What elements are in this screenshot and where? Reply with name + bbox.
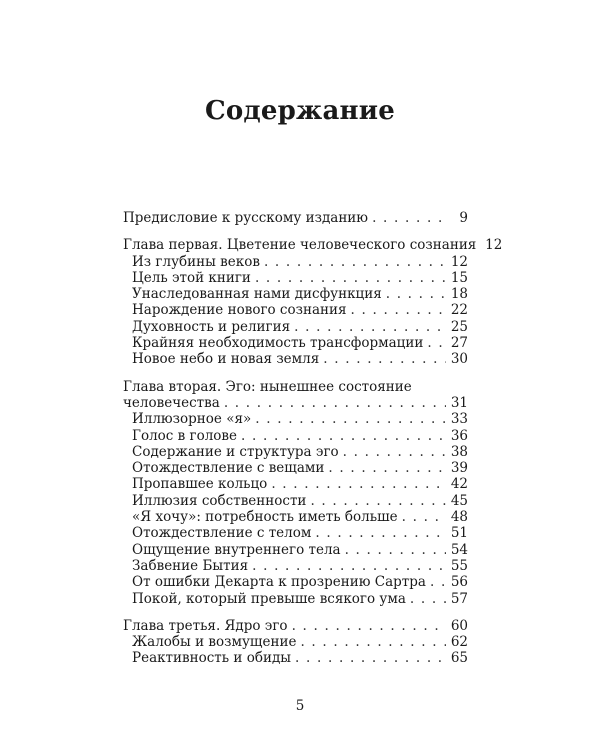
toc-entry-page: 22	[450, 302, 468, 319]
toc-preface	[123, 210, 468, 226]
toc-entry-title: Цель этой книги	[132, 269, 251, 286]
toc-entry[interactable]	[123, 493, 468, 509]
toc-entry[interactable]	[123, 428, 468, 444]
toc-entry-page: 15	[450, 269, 468, 286]
dot-leader	[294, 319, 446, 335]
dot-leader	[255, 270, 446, 286]
toc-entry-title: Иллюзия собственности	[132, 492, 307, 509]
toc-chapter-heading[interactable]	[123, 395, 468, 411]
dot-leader	[430, 574, 446, 590]
toc-chapter-heading[interactable]	[123, 237, 503, 254]
dot-leader	[315, 525, 446, 541]
dot-leader	[372, 210, 446, 226]
dot-leader	[343, 444, 446, 460]
dot-leader	[345, 542, 446, 558]
toc-entry[interactable]	[123, 542, 468, 558]
dot-leader	[264, 254, 446, 270]
toc-entry[interactable]	[123, 444, 468, 460]
toc-chapter-2	[123, 379, 468, 607]
toc-entry-title: Нарождение нового сознания	[132, 302, 347, 319]
toc-entry-title: Забвение Бытия	[132, 557, 249, 574]
toc-entry-title: Глава третья. Ядро эго	[123, 617, 288, 634]
dot-leader	[241, 428, 446, 444]
toc-entry[interactable]	[123, 525, 468, 541]
toc-entry-page: 51	[450, 525, 468, 542]
toc-entry-page: 33	[450, 411, 468, 428]
toc-entry-page: 45	[450, 492, 468, 509]
toc-entry-title: Отождествление с вещами	[132, 460, 325, 477]
toc-entry-page: 12	[485, 237, 503, 254]
toc-entry-page: 36	[450, 427, 468, 444]
dot-leader	[386, 286, 446, 302]
dot-leader	[310, 493, 446, 509]
toc-entry-title: Унаследованная нами дисфункция	[132, 286, 382, 303]
toc-entry-title: Содержание и структура эго	[132, 443, 339, 460]
toc-entry[interactable]	[123, 476, 468, 492]
toc-entry-page: 65	[450, 650, 468, 667]
toc-entry[interactable]	[123, 254, 468, 270]
dot-leader	[300, 634, 446, 650]
toc-entry-title: «Я хочу»: потребность иметь больше	[132, 509, 398, 526]
toc-entry-page: 31	[450, 394, 468, 411]
toc-entry[interactable]	[123, 460, 468, 476]
toc-entry-title: Крайняя необходимость трансформации	[132, 335, 424, 352]
toc-entry-title: Голос в голове	[132, 427, 238, 444]
dot-leader	[255, 411, 446, 427]
toc-entry-title: Пропавшее кольцо	[132, 476, 268, 493]
dot-leader	[252, 558, 446, 574]
toc-entry-title: Отождествление с телом	[132, 525, 312, 542]
dot-leader	[295, 650, 446, 666]
toc-entry-page: 18	[450, 286, 468, 303]
dot-leader	[351, 302, 446, 318]
toc-entry[interactable]	[123, 650, 468, 666]
toc-entry-page: 12	[450, 253, 468, 270]
toc-entry[interactable]	[123, 319, 468, 335]
toc-entry-title: Покой, который превыше всякого ума	[132, 590, 406, 607]
table-of-contents	[123, 210, 503, 678]
toc-entry[interactable]	[123, 286, 468, 302]
toc-entry-page: 30	[450, 351, 468, 368]
toc-chapter-heading-line[interactable]: Глава вторая. Эго: нынешнее состояние	[123, 378, 412, 395]
toc-entry[interactable]	[123, 335, 468, 351]
toc-entry[interactable]	[123, 270, 468, 286]
toc-chapter-heading[interactable]	[123, 618, 468, 634]
toc-entry-page: 55	[450, 557, 468, 574]
toc-entry-title: Глава первая. Цветение человеческого сознания	[123, 237, 477, 254]
page-number: 5	[295, 698, 305, 714]
toc-entry-title: От ошибки Декарта к прозрению Сартра	[132, 574, 426, 591]
toc-entry-title: Иллюзорное «я»	[132, 411, 252, 428]
toc-entry-title: Ощущение внутреннего тела	[132, 541, 341, 558]
toc-entry-title: человечества	[123, 394, 220, 411]
toc-entry-page: 9	[459, 210, 468, 226]
toc-entry-page: 56	[450, 574, 468, 591]
toc-entry-page: 54	[450, 541, 468, 558]
toc-chapter-3	[123, 618, 468, 667]
dot-leader	[410, 591, 446, 607]
toc-entry[interactable]	[123, 634, 468, 650]
toc-entry-title: Духовность и религия	[132, 318, 291, 335]
toc-entry-page: 42	[450, 476, 468, 493]
dot-leader	[271, 476, 446, 492]
dot-leader	[328, 460, 446, 476]
dot-leader	[292, 618, 446, 634]
toc-chapter-1	[123, 237, 503, 368]
toc-entry[interactable]	[123, 558, 468, 574]
toc-entry-title: Из глубины веков	[132, 253, 260, 270]
toc-entry[interactable]	[123, 509, 468, 525]
toc-entry-title: Новое небо и новая земля	[132, 351, 320, 368]
toc-entry[interactable]	[123, 302, 468, 318]
toc-entry[interactable]	[123, 411, 468, 427]
dot-leader	[323, 351, 446, 367]
toc-entry-preface[interactable]	[123, 210, 468, 226]
toc-entry[interactable]	[123, 574, 468, 590]
dot-leader	[224, 395, 446, 411]
dot-leader	[402, 509, 446, 525]
toc-entry-title: Реактивность и обиды	[132, 650, 292, 667]
toc-entry-page: 62	[450, 634, 468, 651]
toc-entry-page: 48	[450, 509, 468, 526]
toc-entry-page: 25	[450, 318, 468, 335]
toc-entry-page: 60	[450, 617, 468, 634]
toc-entry-page: 39	[450, 460, 468, 477]
toc-entry-title: Предисловие к русскому изданию	[123, 210, 369, 226]
page-title: Содержание	[204, 96, 396, 126]
toc-entry-page: 57	[450, 590, 468, 607]
toc-entry[interactable]	[123, 591, 468, 607]
toc-entry-title: Жалобы и возмущение	[132, 634, 297, 651]
toc-entry[interactable]	[123, 351, 468, 367]
toc-entry-page: 27	[450, 335, 468, 352]
dot-leader	[427, 335, 446, 351]
toc-entry-page: 38	[450, 443, 468, 460]
